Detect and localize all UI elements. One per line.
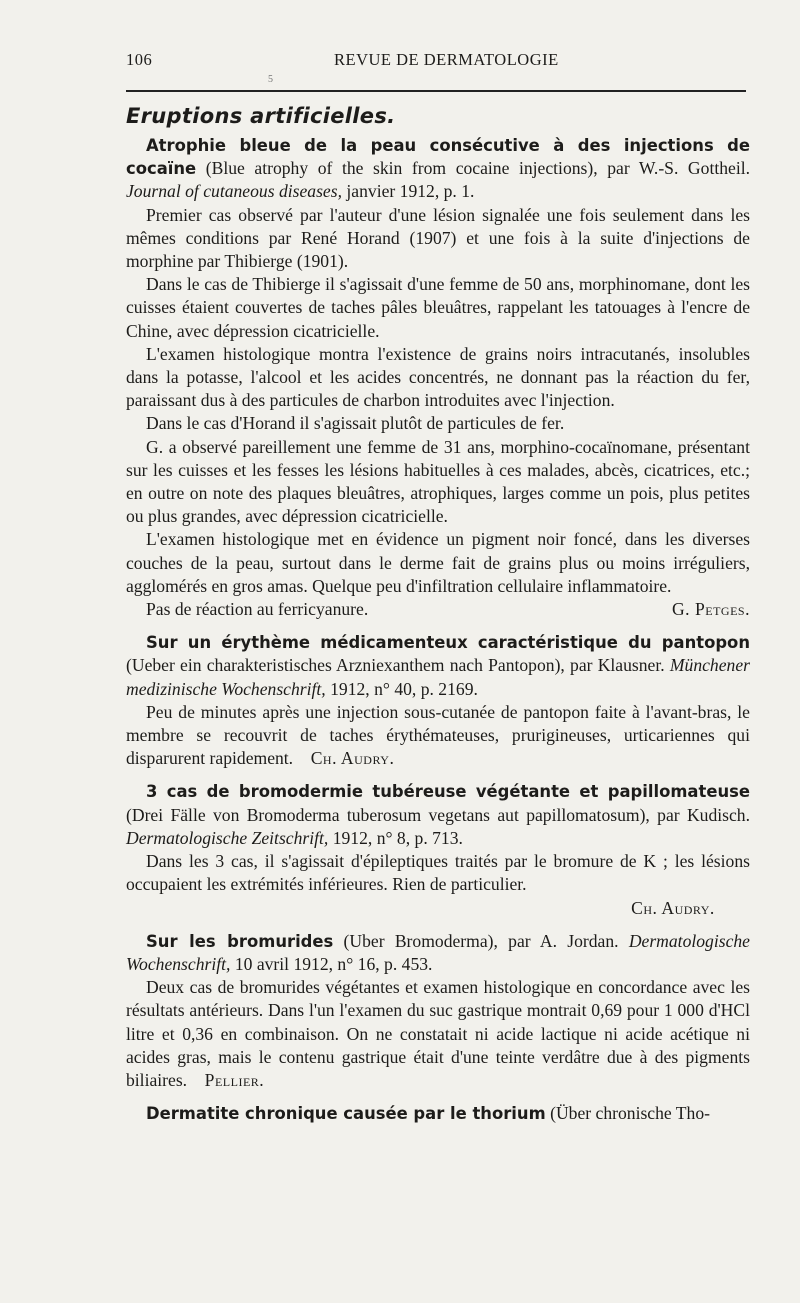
author-signature: Ch. Audry. bbox=[310, 748, 395, 769]
paragraph bbox=[126, 976, 750, 1092]
paragraph: Dans le cas d'Horand il s'agissait plutôt de particules de fer. bbox=[146, 413, 565, 434]
journal-ref: 10 avril 1912, n° 16, p. 453. bbox=[230, 953, 433, 974]
article-title: Sur un érythème médicamenteux caractéristique du pantopon bbox=[146, 633, 750, 653]
journal-ref: janvier 1912, p. 1. bbox=[342, 181, 475, 202]
article-thorium bbox=[126, 1102, 750, 1125]
article-title: Dermatite chronique causée par le thorium bbox=[146, 1104, 546, 1124]
paragraph: Dans les 3 cas, il s'agissait d'épileptiques traités par le bromure de K ; les lésions occupaient les extrémités inférieures. Rien de particulier. bbox=[126, 851, 750, 895]
journal-name: Münchener medizinische Wochenschrift, bbox=[126, 655, 750, 699]
article-heading bbox=[126, 134, 750, 204]
article-pantopon bbox=[126, 631, 750, 770]
paragraph: G. a observé pareillement une femme de 31 ans, morphino-cocaïnomane, présentant sur les cuisses et les fesses les lésions habituelles à ces malades, abcès, cicatrices, etc.; en outre on note des plaques bleuâtres, atrophiques, larges comme un pois, plus petites ou plus grandes, avec dépression cicatricielle. bbox=[126, 436, 750, 527]
paragraph: L'examen histologique met en évidence un pigment noir foncé, dans les diverses couches de la peau, surtout dans le derme fait de grains plus ou moins irréguliers, agglomérés en gros amas. Quelque peu d'infiltration cellulaire inflammatoire. bbox=[126, 529, 750, 596]
article-bromodermie bbox=[126, 780, 750, 919]
author-signature: G. Petges. bbox=[671, 599, 750, 620]
author-signature: Pellier. bbox=[204, 1069, 265, 1090]
article-heading bbox=[126, 631, 750, 701]
printer-mark: 5 bbox=[268, 74, 274, 85]
running-head: REVUE DE DERMATOLOGIE bbox=[334, 50, 559, 69]
article-citation: (Ueber ein charakteristisches Arzniexanthem nach Pantopon), par Klausner. bbox=[126, 655, 665, 676]
journal-ref: 1912, n° 8, p. 713. bbox=[328, 827, 463, 848]
article-title: Atrophie bleue de la peau consécutive à des injections de cocaïne bbox=[126, 136, 750, 179]
journal-name: Dermatologische Zeitschrift, bbox=[126, 827, 329, 848]
article-citation: (Über chronische Tho- bbox=[545, 1103, 711, 1124]
paragraph bbox=[126, 701, 750, 771]
journal-name: Journal of cutaneous diseases, bbox=[126, 181, 342, 202]
article-citation: (Blue atrophy of the skin from cocaine injections), par W.-S. Gottheil. bbox=[205, 158, 750, 179]
paragraph: L'examen histologique montra l'existence de grains noirs intracutanés, insolubles dans la potasse, l'alcool et les acides concentrés, ne donnant pas la réaction du fer, paraissant dus à des particules de charbon introduites avec l'injection. bbox=[126, 343, 750, 411]
author-signature: Ch. Audry. bbox=[631, 897, 715, 918]
body-text: Deux cas de bromurides végétantes et examen histologique en concordance avec les résultats antérieurs. Dans l'un l'examen du suc gastrique montrait 0,69 pour 1 000 d'HCl litre et 0,36 en combinaison. On ne constatait ni acide lactique ni acide acétique ni acides gras, mais le contenu gastrique était d'une teinte verdâtre due à des pigments biliaires. bbox=[126, 977, 750, 1090]
article-heading bbox=[126, 930, 750, 976]
article-citation: (Uber Bromoderma), par A. Jordan. bbox=[333, 930, 619, 951]
article-heading bbox=[126, 780, 750, 850]
journal-ref: 1912, n° 40, p. 2169. bbox=[325, 678, 478, 699]
article-cocaine bbox=[126, 134, 750, 621]
closing-text: Pas de réaction au ferricyanure. bbox=[146, 599, 369, 620]
body-text: Peu de minutes après une injection sous-cutanée de pantopon faite à l'avant-bras, le membre se recouvrit de taches érythémateuses, prurigineuses, urticariennes qui disparurent rapidement. bbox=[126, 701, 750, 769]
header-rule bbox=[126, 90, 746, 92]
article-heading bbox=[126, 1102, 750, 1125]
article-citation: (Drei Fälle von Bromoderma tuberosum vegetans aut papillomatosum), par Kudisch. bbox=[126, 804, 750, 825]
closing-line bbox=[126, 598, 750, 621]
article-title: Sur les bromurides bbox=[146, 931, 334, 951]
article-title: 3 cas de bromodermie tubéreuse végétante et papillomateuse bbox=[146, 782, 750, 802]
journal-name: Dermatologische Wochenschrift, bbox=[126, 930, 750, 974]
signature-line bbox=[126, 897, 750, 920]
article-bromurides bbox=[126, 930, 750, 1092]
section-title: Eruptions artificielles. bbox=[126, 104, 396, 128]
page-number: 106 bbox=[126, 50, 153, 69]
page-header bbox=[126, 48, 750, 85]
paragraph: Dans le cas de Thibierge il s'agissait d'une femme de 50 ans, morphinomane, dont les cuisses étaient couvertes de taches pâles bleuâtres, rappelant les tatouages à l'encre de Chine, avec dépression cicatricielle. bbox=[126, 274, 750, 341]
paragraph: Premier cas observé par l'auteur d'une lésion signalée une fois seulement dans les mêmes conditions par René Horand (1907) et une fois à la suite d'injections de morphine par Thibierge (1901). bbox=[126, 204, 750, 272]
